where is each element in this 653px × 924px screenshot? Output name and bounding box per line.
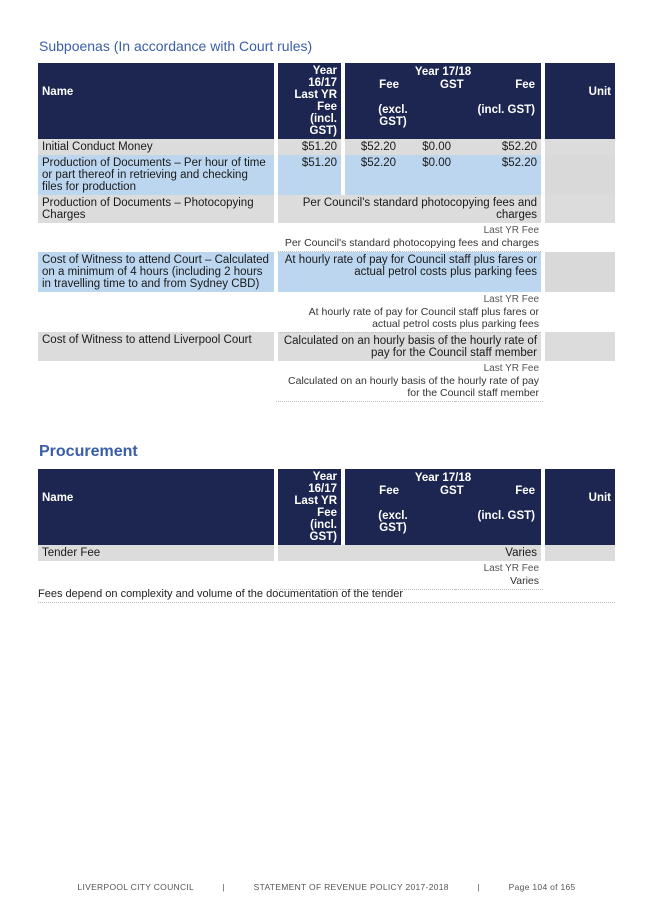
header-incl-gst-prev: (incl. GST) [309,519,337,543]
header-incl-gst: (incl. GST) [477,510,536,522]
last-yr-text: Per Council's standard photocopying fees and charges [284,237,540,249]
last-yr-note-row [38,561,615,590]
page-footer [0,882,653,892]
table-row [38,139,615,155]
footer-doc-title: STATEMENT OF REVENUE POLICY 2017-2018 [253,882,449,892]
row-fee-incl: $52.20 [455,155,543,195]
row-name: Initial Conduct Money [38,139,276,155]
table-header-row [38,469,615,545]
footer-separator: | [477,882,480,892]
row-fee-text: Per Council's standard photocopying fees and charges [276,195,543,223]
procurement-fee-table [38,469,615,590]
header-fee-incl: Fee [515,485,536,497]
row-fee-excl: $52.20 [343,139,400,155]
last-yr-note-row [38,292,615,333]
table-header-row [38,63,615,139]
row-gst: $0.00 [400,155,455,195]
row-fee-text: At hourly rate of pay for Council staff plus fares or actual petrol costs plus parking fees [276,252,543,292]
row-gst: $0.00 [400,139,455,155]
row-name: Production of Documents – Per hour of time or part thereof in retrieving and checking files for production [38,155,276,195]
header-fee-excl: Fee [379,79,399,91]
header-gst: GST [440,79,464,91]
header-last-yr-fee: Last YR Fee [294,89,337,113]
header-year-curr-group [343,63,543,139]
last-yr-note-row [38,361,615,402]
row-name: Cost of Witness to attend Court – Calculated on a minimum of 4 hours (including 2 hours in travelling time to and from Sydney CBD) [38,252,276,292]
row-fee-incl: $52.20 [455,139,543,155]
last-yr-note [276,292,543,333]
header-incl-gst: (incl. GST) [477,104,536,116]
header-excl-gst: (excl. GST) [378,104,408,128]
last-yr-label: Last YR Fee [483,362,540,374]
row-name: Cost of Witness to attend Liverpool Court [38,332,276,361]
row-last-yr-fee: $51.20 [276,139,343,155]
header-incl-gst-prev: (incl. GST) [309,113,337,137]
row-name: Production of Documents – Photocopying Charges [38,195,276,223]
header-unit: Unit [543,469,615,545]
footer-page-number: Page 104 of 165 [508,882,576,892]
header-year-curr: Year 17/18 [414,66,472,78]
row-name: Tender Fee [38,545,276,561]
procurement-note: Fees depend on complexity and volume of the documentation of the tender [38,588,615,603]
table-row [38,155,615,195]
header-name: Name [38,63,276,139]
table-row [38,195,615,223]
header-year-prev [276,63,343,139]
table-row [38,545,615,561]
last-yr-note [276,223,543,252]
section-title-procurement: Procurement [39,443,138,460]
header-year-prev-label: Year 16/17 [308,471,337,495]
row-fee-text: Varies [276,545,543,561]
last-yr-text: At hourly rate of pay for Council staff plus fares or actual petrol costs plus parking fees [308,305,540,330]
footer-separator: | [222,882,225,892]
last-yr-label: Last YR Fee [483,225,540,236]
row-fee-text: Calculated on an hourly basis of the hourly rate of pay for the Council staff member [276,332,543,361]
last-yr-note [276,361,543,402]
row-unit [543,252,615,292]
header-year-prev [276,469,343,545]
last-yr-text: Calculated on an hourly basis of the hourly rate of pay for the Council staff member [288,374,540,399]
header-last-yr-fee: Last YR Fee [294,495,337,519]
header-excl-gst: (excl. GST) [378,510,408,534]
last-yr-note-row [38,223,615,252]
last-yr-note [276,561,543,590]
row-unit [543,545,615,561]
last-yr-label: Last YR Fee [483,293,540,305]
header-year-curr: Year 17/18 [414,472,472,484]
table-row [38,332,615,361]
header-year-prev-label: Year 16/17 [308,65,337,89]
header-year-curr-group [343,469,543,545]
row-unit [543,139,615,155]
header-unit: Unit [543,63,615,139]
row-fee-excl: $52.20 [343,155,400,195]
header-gst: GST [440,485,464,497]
header-fee-excl: Fee [379,485,399,497]
header-name: Name [38,469,276,545]
header-fee-incl: Fee [515,79,536,91]
footer-org: LIVERPOOL CITY COUNCIL [77,882,194,892]
row-last-yr-fee: $51.20 [276,155,343,195]
section-title-subpoenas: Subpoenas (In accordance with Court rules) [39,38,313,54]
row-unit [543,155,615,195]
last-yr-label: Last YR Fee [483,563,540,574]
table-row [38,252,615,292]
subpoenas-fee-table [38,63,615,402]
row-unit [543,332,615,361]
last-yr-text: Varies [510,575,540,587]
row-unit [543,195,615,223]
